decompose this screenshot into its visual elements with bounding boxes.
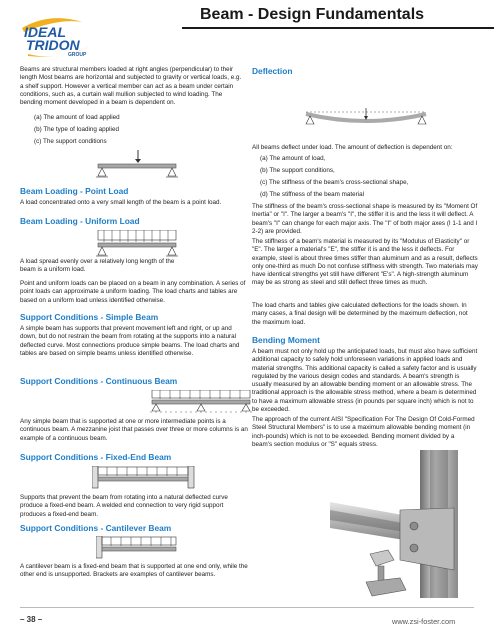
logo-bottom: TRIDON [26, 37, 80, 53]
fixed-end-diagram [92, 466, 196, 490]
uniform-load-text-2: Point and uniform loads can be placed on a beam in any combination. A series of point loads can approximate a uniform loading. The load charts and tables are based on a uniform load unless identified otherwise. [20, 280, 246, 304]
page-title: Beam - Design Fundamentals [200, 6, 425, 23]
bending-heading: Bending Moment [252, 335, 320, 345]
brand-logo [20, 16, 100, 60]
deflection-item-a: (a) The amount of load, [260, 155, 326, 162]
point-load-text: A load concentrated onto a very small length of the beam is a point load. [20, 199, 222, 206]
continuous-beam-heading: Support Conditions - Continuous Beam [20, 376, 178, 386]
website-link[interactable]: www.zsi-foster.com [392, 617, 456, 626]
deflection-heading: Deflection [252, 66, 293, 76]
header-rule [182, 27, 494, 29]
page-number: – 38 – [20, 615, 43, 624]
uniform-load-heading: Beam Loading - Uniform Load [20, 216, 140, 226]
continuous-beam-diagram [150, 390, 254, 416]
bending-p1: A beam must not only hold up the anticipated loads, but must also have sufficient additional capacity to safely hold unforeseen variations in applied loads and material strengths. This additional capacity is called a safety factor and is usually regulated by the various design codes and standards. A beam's strength is usually measured by an allowable bending moment or an allowable stress. The traditional approach is the allowable stress method, where a beam is determined to have a maximum allowable stress (in pounds per square inch) which is not to be exceeded. [252, 348, 478, 414]
point-load-diagram [96, 150, 180, 184]
bending-p2: The approach of the current AISI "Specification For The Design Of Cold-Formed Steel Structural Members" is to use a maximum allowable bending moment (in inch-pounds) which is not to be exceeded. Bending moment divided by a beam's section modulus or "S" equals stress. [252, 416, 475, 448]
deflection-p1: The stiffness of the beam's cross-sectional shape is measured by its "Moment Of Inertia" or "I". The larger a beam's "I", the stiffer it is and the less it will deflect. A beam's "I" can change for each major axis. The "I" of both major axes (I 1-1 and I 2-2) are provided. [252, 203, 478, 235]
logo-top: IDEAL [24, 24, 66, 40]
deflection-intro: All beams deflect under load. The amount of deflection is dependent on: [252, 144, 453, 151]
cantilever-heading: Support Conditions - Cantilever Beam [20, 523, 172, 533]
strut-channel-illustration [330, 450, 490, 598]
deflection-p3: The load charts and tables give calculated deflections for the loads shown. In many cases, a final design will be determined by the maximum deflection, not the maximum load. [252, 302, 468, 326]
cantilever-text: A cantilever beam is a fixed-end beam that is supported at one end only, while the other end is unsupported. Brackets are examples of cantilever beams. [20, 563, 248, 579]
deflection-diagram [304, 108, 430, 138]
logo-group: GROUP [68, 52, 87, 58]
intro-item-a: (a) The amount of load applied [34, 114, 120, 121]
cantilever-diagram [96, 536, 180, 560]
simple-beam-text: A simple beam has supports that prevent movement left and right, or up and down, but do not restrain the beam from rotating at the supports into a natural deflected curve. Most connections produce simple beams. The load charts and tables are based on simple beams unless identified otherwise. [20, 325, 240, 357]
uniform-load-text-1: A load spread evenly over a relatively long length of the beam is a uniform load. [20, 258, 175, 274]
simple-beam-heading: Support Conditions - Simple Beam [20, 312, 159, 322]
continuous-beam-text: Any simple beam that is supported at one or more intermediate points is a continuous beam. A mezzanine joist that passes over three or more columns is an example of a continuous beam. [20, 418, 248, 442]
fixed-end-heading: Support Conditions - Fixed-End Beam [20, 452, 172, 462]
fixed-end-text: Supports that prevent the beam from rotating into a natural deflected curve produce a fixed-end beam. A welded end connection to very rigid support produces a fixed-end beam. [20, 494, 228, 518]
deflection-item-d: (d) The stiffness of the beam material [260, 191, 365, 198]
point-load-heading: Beam Loading - Point Load [20, 186, 129, 196]
intro-item-c: (c) The support conditions [34, 138, 107, 145]
footer-rule [20, 607, 474, 608]
deflection-item-b: (b) The support conditions, [260, 167, 335, 174]
intro-item-b: (b) The type of loading applied [34, 126, 119, 133]
deflection-p2: The stiffness of a beam's material is measured by its "Modulus of Elasticity" or "E". The larger a material's "E", the stiffer it is and the less it deflects. For example, steel is about three times stiffer than aluminum and as a result, deflects only one-third as much Do not confuse stiffness with strength. Two materials may have identical strengths yet still have different "E's". A high-strength aluminum may be as strong as steel and still deflect three times as much. [252, 238, 478, 287]
deflection-item-c: (c) The stiffness of the beam's cross-sectional shape, [260, 179, 409, 186]
intro-text: Beams are structural members loaded at right angles (perpendicular) to their length Most beams are horizontal and subjected to gravity or vertical loads, e.g. a shelf support. However a vertical member can act as a beam under certain conditions, such as, a curtain wall mullion subjected to wind loading. The bending moment developed in a beam is dependent on. [20, 66, 242, 107]
